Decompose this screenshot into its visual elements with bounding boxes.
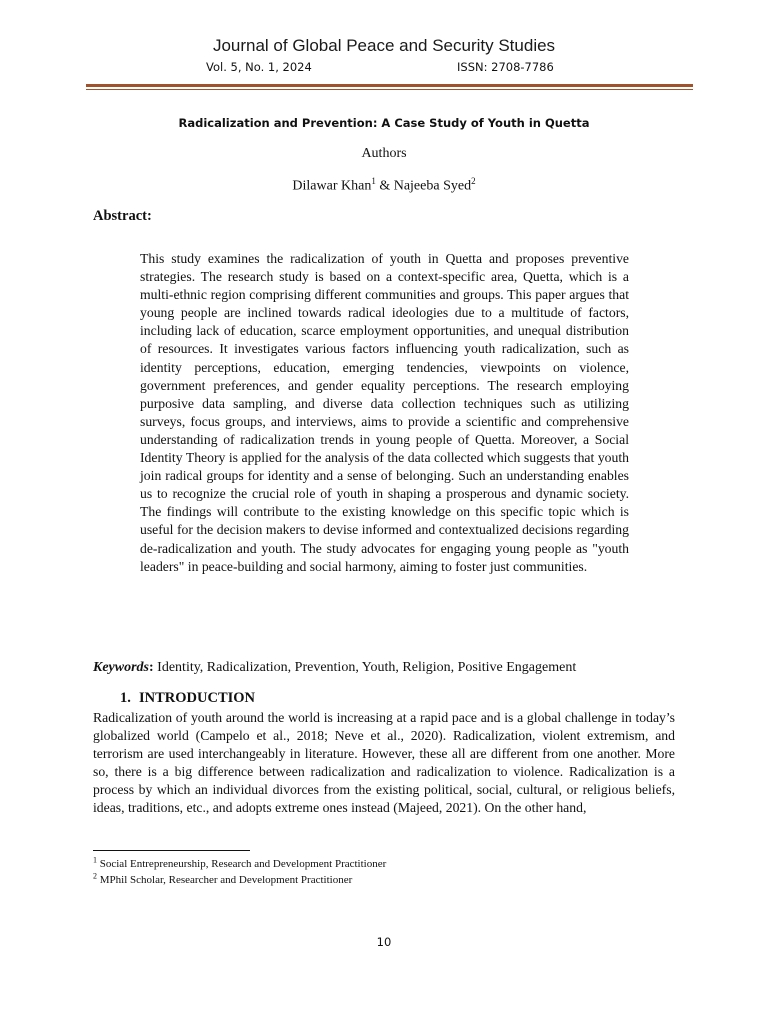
abstract-body: This study examines the radicalization of youth in Quetta and proposes preventive strategies. The research study is based on a context-specific area, Quetta, which is a multi-ethnic region comprising different communities and groups. This paper argues that young people are inclined towards radical ideologies due to a multitude of factors, including lack of education, scarce employment opportunities, and unequal distribution of resources. It investigates various factors influencing youth radicalization, such as identity perceptions, education, emerging tendencies, viewpoints on violence, government preferences, and gender equality perceptions. The research employing purposive data sampling, and diverse data collection techniques such as utilizing surveys, focus groups, and interviews, aims to provide a scientific and comprehensive understanding of radicalization trends in young people of Quetta. Moreover, a Social Identity Theory is applied for the analysis of the data collected which suggests that youth join radical groups for identity and a sense of belonging. Such an understanding enables us to recognize the crucial role of youth in shaping a prosperous and dynamic society. The findings will contribute to the existing knowledge on this specific topic which is useful for the decision makers to devise informed and contextualized decisions regarding de-radicalization and youth. The study advocates for engaging young people as "youth leaders" in peace-building and social harmony, aiming to foster just communities. <box>140 251 629 574</box>
journal-title: Journal of Global Peace and Security Studies <box>212 36 556 55</box>
header-rule-thin <box>86 89 693 90</box>
author-separator: & <box>375 178 394 194</box>
keywords-label: Keywords <box>93 660 149 675</box>
keywords-list: Identity, Radicalization, Prevention, Youth, Religion, Positive Engagement <box>153 660 577 675</box>
author-name: Dilawar Khan <box>292 178 372 194</box>
footnote-mark: 2 <box>93 871 97 881</box>
section-number: 1. <box>120 690 131 706</box>
authors-label: Authors <box>361 146 407 161</box>
footnote <box>93 856 386 872</box>
page-number: 10 <box>376 935 392 949</box>
author-footnote-mark: 1 <box>371 176 376 186</box>
volume-info: Vol. 5, No. 1, 2024 <box>206 60 312 74</box>
footnote-mark: 1 <box>93 855 97 865</box>
keywords-line <box>93 660 576 676</box>
author-footnote-mark: 2 <box>471 176 476 186</box>
introduction-body: Radicalization of youth around the world is increasing at a rapid pace and is a global challenge in today’s globalized world (Campelo et al., 2018; Neve et al., 2020). Radicalization, violent extremism, and terrorism are used interchangeably in literature. However, these all are different from one another. More so, there is a big difference between radicalization and radicalization to violence. Radicalization is a process by which an individual divorces from the existing political, social, cultural, or religious beliefs, ideas, traditions, etc., and adopts extreme ones instead (Majeed, 2021). On the other hand, <box>93 710 675 816</box>
footnote <box>93 872 386 888</box>
footnote-text: MPhil Scholar, Researcher and Development Practitioner <box>97 874 353 886</box>
footnote-text: Social Entrepreneurship, Research and Development Practitioner <box>97 858 387 870</box>
header-rule-thick <box>86 84 693 87</box>
section-title: INTRODUCTION <box>139 690 256 706</box>
article-title: Radicalization and Prevention: A Case Study of Youth in Quetta <box>178 116 590 130</box>
section-heading <box>120 690 255 707</box>
author-name: Najeeba Syed <box>393 178 472 194</box>
abstract-heading: Abstract: <box>93 208 152 224</box>
issn-info: ISSN: 2708-7786 <box>457 60 554 74</box>
author-names <box>0 176 768 195</box>
footnote-rule <box>93 850 250 851</box>
footnotes <box>93 856 386 888</box>
keywords-colon: : <box>149 660 154 675</box>
